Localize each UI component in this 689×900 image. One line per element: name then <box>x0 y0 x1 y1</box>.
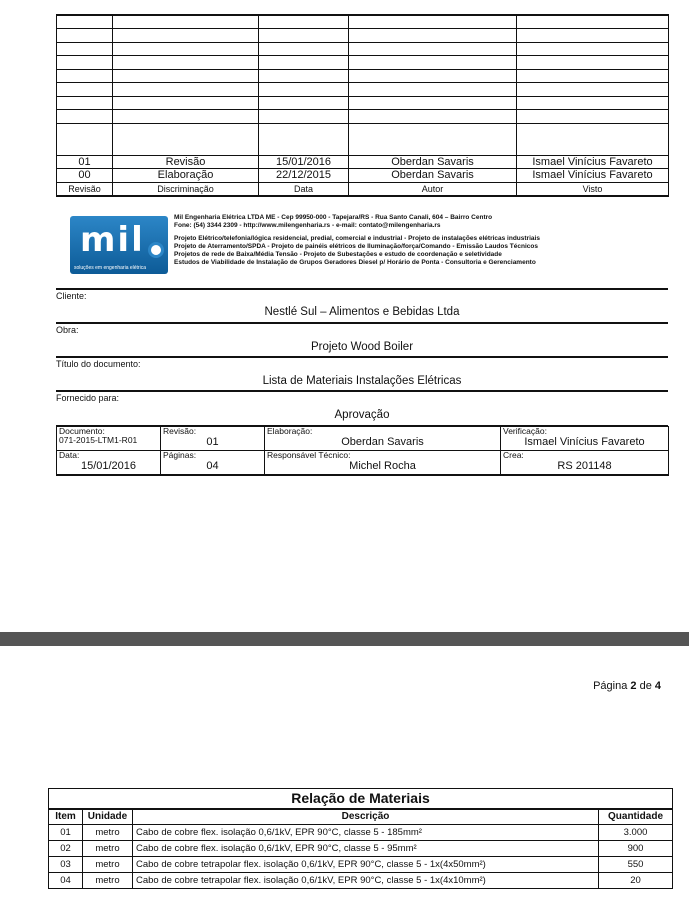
responsavel-cell <box>265 451 501 475</box>
paginas-label: Páginas: <box>163 450 197 460</box>
materials-title-row <box>49 789 673 809</box>
materials-table <box>48 788 673 889</box>
header-quantidade: Quantidade <box>599 809 673 825</box>
company-service: Projeto Elétrico/telefonia/lógica residencial, predial, comercial e industrial - Projeto de instalações elétricas industriais <box>174 235 540 242</box>
cliente-row <box>56 290 668 324</box>
titulo-label: Título do documento: <box>56 359 141 369</box>
data-cell <box>57 451 161 475</box>
header-descricao: Descrição <box>133 809 599 825</box>
revision-empty-row <box>57 56 669 70</box>
logo-circle-icon <box>148 242 164 258</box>
table-row <box>49 857 673 873</box>
documento-value: 071-2015-LTM1-R01 <box>59 435 138 445</box>
company-details <box>174 214 668 267</box>
grid-row <box>57 451 669 475</box>
cliente-label: Cliente: <box>56 291 87 301</box>
revision-number: 01 <box>57 155 113 169</box>
elaboracao-value: Oberdan Savaris <box>341 436 424 448</box>
item-description: Cabo de cobre flex. isolação 0,6/1kV, EPR 90°C, classe 5 - 185mm² <box>133 825 599 841</box>
logo-tagline: soluções em engenharia elétrica <box>74 265 146 271</box>
revision-date: 22/12/2015 <box>259 169 349 183</box>
obra-label: Obra: <box>56 325 79 335</box>
header-discriminacao: Discriminação <box>113 182 259 196</box>
company-service: Projeto de Aterramento/SPDA - Projeto de painéis elétricos de Iluminação/força/Comando - Emissão Laudos Técnicos <box>174 243 538 250</box>
verificacao-value: Ismael Vinícius Favareto <box>524 436 645 448</box>
verificacao-label: Verificação: <box>503 426 547 436</box>
revision-empty-row <box>57 83 669 97</box>
revision-empty-row <box>57 15 669 29</box>
header-unidade: Unidade <box>83 809 133 825</box>
item-number: 01 <box>49 825 83 841</box>
item-number: 03 <box>49 857 83 873</box>
company-contact: Fone: (54) 3344 2309 - http://www.milengenharia.rs - e-mail: contato@milengenharia.rs <box>174 222 441 229</box>
company-logo <box>70 216 168 274</box>
document-info-grid <box>56 426 669 476</box>
revision-empty-row <box>57 69 669 83</box>
company-address: Mil Engenharia Elétrica LTDA ME - Cep 99950-000 - Tapejara/RS - Rua Santo Canali, 604 – Bairro Centro <box>174 214 493 221</box>
item-description: Cabo de cobre tetrapolar flex. isolação 0,6/1kV, EPR 90°C, classe 5 - 1x(4x50mm²) <box>133 857 599 873</box>
fornecido-value: Aprovação <box>334 409 390 421</box>
documento-label: Documento: <box>59 426 105 436</box>
materials-title: Relação de Materiais <box>49 789 673 809</box>
page-number-current: 2 <box>630 680 637 692</box>
revision-empty-row <box>57 110 669 124</box>
verificacao-cell <box>501 427 669 451</box>
header-data: Data <box>259 182 349 196</box>
item-unit: metro <box>83 825 133 841</box>
page-number-mid: de <box>636 680 655 692</box>
revision-empty-row <box>57 123 669 155</box>
fornecido-label: Fornecido para: <box>56 393 120 403</box>
titulo-row <box>56 358 668 392</box>
crea-label: Crea: <box>503 450 524 460</box>
header-autor: Autor <box>349 182 517 196</box>
company-block <box>56 208 668 290</box>
fornecido-row <box>56 392 668 426</box>
data-value: 15/01/2016 <box>80 460 137 472</box>
revision-number: 00 <box>57 169 113 183</box>
revision-row <box>57 155 669 169</box>
paginas-value: 04 <box>206 460 219 472</box>
page-number-total: 4 <box>654 680 661 692</box>
page-number <box>593 680 661 692</box>
data-label: Data: <box>59 450 80 460</box>
page-number-prefix: Página <box>593 680 631 692</box>
obra-value: Projeto Wood Boiler <box>310 341 414 353</box>
item-quantity: 3.000 <box>599 825 673 841</box>
revision-author: Oberdan Savaris <box>349 155 517 169</box>
responsavel-label: Responsável Técnico: <box>267 450 351 460</box>
revision-description: Revisão <box>113 155 259 169</box>
revision-author: Oberdan Savaris <box>349 169 517 183</box>
item-description: Cabo de cobre flex. isolação 0,6/1kV, EPR 90°C, classe 5 - 95mm² <box>133 841 599 857</box>
revision-empty-row <box>57 96 669 110</box>
table-row <box>49 825 673 841</box>
item-number: 04 <box>49 873 83 889</box>
responsavel-value: Michel Rocha <box>349 460 416 472</box>
paginas-cell <box>161 451 265 475</box>
revisao-value: 01 <box>206 436 219 448</box>
table-row <box>49 873 673 889</box>
page-2 <box>0 646 689 900</box>
header-visto: Visto <box>517 182 669 196</box>
item-unit: metro <box>83 857 133 873</box>
revision-empty-row <box>57 42 669 56</box>
crea-cell <box>501 451 669 475</box>
elaboracao-cell <box>265 427 501 451</box>
grid-row <box>57 427 669 451</box>
documento-cell <box>57 427 161 451</box>
cliente-value: Nestlé Sul – Alimentos e Bebidas Ltda <box>264 306 460 318</box>
item-number: 02 <box>49 841 83 857</box>
item-description: Cabo de cobre tetrapolar flex. isolação 0,6/1kV, EPR 90°C, classe 5 - 1x(4x10mm²) <box>133 873 599 889</box>
titulo-value: Lista de Materiais Instalações Elétricas <box>262 375 462 387</box>
revisao-label: Revisão: <box>163 426 197 436</box>
materials-header-row <box>49 809 673 825</box>
header-revisao: Revisão <box>57 182 113 196</box>
revision-visto: Ismael Vinícius Favareto <box>517 155 669 169</box>
company-service: Estudos de Viabilidade de Instalação de Grupos Geradores Diesel p/ Horário de Ponta - Consultoria e Gerenciamento <box>174 259 536 266</box>
obra-row <box>56 324 668 358</box>
revisao-cell <box>161 427 265 451</box>
revision-date: 15/01/2016 <box>259 155 349 169</box>
table-row <box>49 841 673 857</box>
revision-table <box>56 14 669 197</box>
item-unit: metro <box>83 873 133 889</box>
page-separator <box>0 632 689 646</box>
item-quantity: 20 <box>599 873 673 889</box>
revision-header-row <box>57 182 669 196</box>
logo-text: mil <box>80 220 145 260</box>
item-unit: metro <box>83 841 133 857</box>
item-quantity: 550 <box>599 857 673 873</box>
revision-empty-row <box>57 29 669 43</box>
elaboracao-label: Elaboração: <box>267 426 313 436</box>
header-item: Item <box>49 809 83 825</box>
revision-row <box>57 169 669 183</box>
company-service: Projetos de rede de Baixa/Média Tensão - Projeto de Subestações e estudo de coordenação e seletividade <box>174 251 502 258</box>
revision-visto: Ismael Vinícius Favareto <box>517 169 669 183</box>
crea-value: RS 201148 <box>557 460 612 472</box>
item-quantity: 900 <box>599 841 673 857</box>
revision-description: Elaboração <box>113 169 259 183</box>
